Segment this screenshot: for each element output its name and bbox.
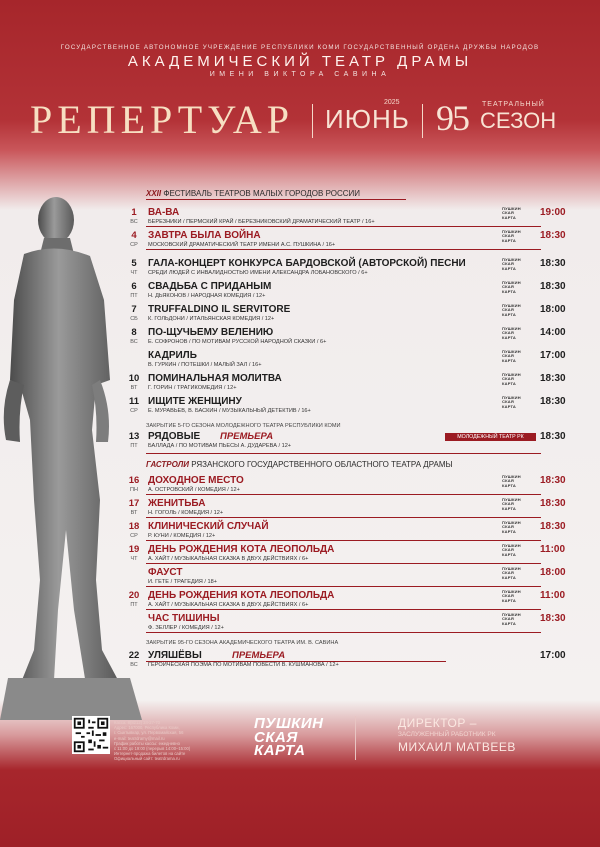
pushkin-icon-line: СКАЯ [502, 261, 514, 267]
event-title: TRUFFALDINO IL SERVITORE [148, 304, 291, 315]
pushkin-icon-line: ПУШКИН [502, 520, 521, 525]
event-day: 5 [131, 258, 137, 269]
event-day: 18 [128, 521, 140, 532]
event-weekday: ВС [130, 219, 138, 225]
pushkin-card-icon [502, 207, 521, 220]
event-title: ДЕНЬ РОЖДЕНИЯ КОТА ЛЕОПОЛЬДА [148, 590, 335, 601]
qr-code[interactable] [72, 716, 110, 754]
season-number: 95 [436, 98, 468, 138]
pushkin-icon-line: КАРТА [502, 620, 517, 626]
premiere-badge: ПРЕМЬЕРА [220, 431, 274, 442]
event-title: СВАДЬБА С ПРИДАНЫМ [148, 281, 272, 292]
pushkin-icon-line: КАРТА [502, 551, 517, 557]
pushkin-card-icon [502, 613, 521, 626]
contact-line: с 11:00 до 19:00 (перерыв 14:00–15:00) [114, 746, 191, 752]
contact-line: e-mail: teatrdramy@mail.ru [114, 735, 165, 741]
pushkin-card-icon [502, 590, 521, 603]
pushkin-icon-line: СКАЯ [502, 307, 514, 313]
director-title: ДИРЕКТОР – [398, 716, 477, 730]
theater-named-after: ИМЕНИ ВИКТОРА САВИНА [209, 71, 391, 78]
section-underline [146, 661, 446, 662]
event-title: ИЩИТЕ ЖЕНЩИНУ [148, 396, 242, 407]
season-label-small: ТЕАТРАЛЬНЫЙ [482, 101, 545, 108]
pushkin-icon-line: КАРТА [502, 597, 517, 603]
season-closing-note: ЗАКРЫТИЕ 95-ГО СЕЗОНА АКАДЕМИЧЕСКОГО ТЕАТРА ИМ. В. САВИНА [146, 640, 339, 646]
event-time: 17:00 [540, 650, 566, 661]
festival-heading [146, 189, 360, 198]
event-day: 17 [128, 498, 140, 509]
pushkin-card-logo [254, 717, 323, 758]
pushkin-card-icon [502, 304, 521, 317]
event-day: 16 [128, 475, 140, 486]
event-title: ЧАС ТИШИНЫ [148, 613, 220, 624]
theater-name: АКАДЕМИЧЕСКИЙ ТЕАТР ДРАМЫ [127, 53, 473, 70]
youth-closing-note: ЗАКРЫТИЕ 5-ГО СЕЗОНА МОЛОДЕЖНОГО ТЕАТРА РЕСПУБЛИКИ КОМИ [146, 423, 341, 429]
event-day: 13 [128, 431, 140, 442]
event-weekday: ПН [130, 487, 138, 493]
event-time: 18:30 [540, 396, 566, 407]
pushkin-icon-line: КАРТА [502, 357, 517, 363]
event-underline [146, 226, 541, 227]
pushkin-logo-line: ПУШКИН [254, 715, 324, 732]
contact-line: Касса: 8(8212) 24-27-70 [114, 720, 160, 725]
pushkin-icon-line: КАРТА [502, 334, 517, 340]
contact-line: Официальный сайт: teatrdrama.ru [114, 756, 180, 762]
event-title: ПОМИНАЛЬНАЯ МОЛИТВА [148, 373, 282, 384]
pushkin-icon-line: ПУШКИН [502, 280, 521, 285]
event-info: К. ГОЛЬДОНИ / ИТАЛЬЯНСКАЯ КОМЕДИЯ / 12+ [148, 316, 275, 322]
event-day: 19 [128, 544, 140, 555]
event-underline [146, 563, 541, 564]
pushkin-icon-line: СКАЯ [502, 478, 514, 484]
pushkin-card-icon [502, 475, 521, 488]
event-time: 18:30 [540, 475, 566, 486]
event-day: 4 [131, 230, 137, 241]
event-underline [146, 517, 541, 518]
tour-heading [146, 460, 453, 469]
pushkin-icon-line: ПУШКИН [502, 326, 521, 331]
event-title: ЖЕНИТЬБА [148, 498, 206, 509]
pushkin-icon-line: КАРТА [502, 482, 517, 488]
event-time: 11:00 [540, 544, 566, 555]
event-time: 19:00 [540, 207, 566, 218]
pushkin-icon-line: СКАЯ [502, 501, 514, 507]
pushkin-icon-line: КАРТА [502, 311, 517, 317]
event-underline [146, 249, 541, 250]
director-rank: ЗАСЛУЖЕННЫЙ РАБОТНИК РК [398, 731, 496, 738]
event-time: 11:00 [540, 590, 566, 601]
section-underline [146, 453, 541, 454]
pushkin-icon-line: ПУШКИН [502, 589, 521, 594]
pushkin-icon-line: КАРТА [502, 288, 517, 294]
pushkin-icon-line: СКАЯ [502, 524, 514, 530]
pushkin-icon-line: СКАЯ [502, 376, 514, 382]
pushkin-card-icon [502, 258, 521, 271]
event-day: 1 [131, 207, 137, 218]
event-info: Ф. ЗЕЛЛЕР / КОМЕДИЯ / 12+ [148, 625, 224, 631]
pushkin-icon-line: КАРТА [502, 574, 517, 580]
event-time: 18:30 [540, 258, 566, 269]
pushkin-icon-line: ПУШКИН [502, 395, 521, 400]
event-time: 18:00 [540, 304, 566, 315]
pushkin-icon-line: ПУШКИН [502, 612, 521, 617]
event-title: КАДРИЛЬ [148, 350, 197, 361]
event-info: БАЛЛАДА / ПО МОТИВАМ ПЬЕСЫ А. ДУДАРЕВА / 12+ [148, 443, 292, 449]
pushkin-card-icon [502, 327, 521, 340]
pushkin-icon-line: ПУШКИН [502, 566, 521, 571]
event-underline [146, 586, 541, 587]
event-title: ДОХОДНОЕ МЕСТО [148, 475, 244, 486]
event-day: 10 [128, 373, 140, 384]
event-info: В. ГУРКИН / ПОТЕШКИ / МАЛЫЙ ЗАЛ / 16+ [148, 362, 262, 368]
event-title: ГАЛА-КОНЦЕРТ КОНКУРСА БАРДОВСКОЙ (АВТОРСКОЙ) ПЕСНИ [148, 258, 466, 269]
pushkin-icon-line: ПУШКИН [502, 206, 521, 211]
event-day: 8 [131, 327, 137, 338]
contact-line: Интернет-продажа билетов на сайте [114, 751, 186, 757]
season-label: СЕЗОН [480, 108, 557, 133]
pushkin-icon-line: КАРТА [502, 403, 517, 409]
event-weekday: ПТ [130, 602, 138, 608]
pushkin-icon-line: СКАЯ [502, 570, 514, 576]
event-weekday: ПТ [130, 293, 138, 299]
pushkin-icon-line: КАРТА [502, 265, 517, 271]
tour-text: РЯЗАНСКОГО ГОСУДАРСТВЕННОГО ОБЛАСТНОГО ТЕАТРА ДРАМЫ [191, 460, 453, 469]
event-underline [146, 609, 541, 610]
pushkin-logo-line: СКАЯ [254, 728, 298, 746]
event-title: ЗАВТРА БЫЛА ВОЙНА [148, 230, 261, 241]
event-weekday: СБ [130, 316, 138, 322]
org-line: ГОСУДАРСТВЕННОЕ АВТОНОМНОЕ УЧРЕЖДЕНИЕ РЕСПУБЛИКИ КОМИ ГОСУДАРСТВЕННЫЙ ОРДЕНА ДРУЖБЫ НАРОДОВ [60, 44, 540, 51]
pushkin-icon-line: СКАЯ [502, 593, 514, 599]
pushkin-icon-line: КАРТА [502, 528, 517, 534]
pushkin-icon-line: ПУШКИН [502, 543, 521, 548]
event-weekday: ПТ [130, 443, 138, 449]
event-info: Н. ГОГОЛЬ / КОМЕДИЯ / 12+ [148, 510, 224, 516]
event-info: А. ХАЙТ / МУЗЫКАЛЬНАЯ СКАЗКА В ДВУХ ДЕЙСТВИЯХ / 6+ [148, 556, 309, 562]
event-day: 20 [128, 590, 140, 601]
festival-underline [146, 199, 406, 200]
month: ИЮНЬ [325, 104, 410, 134]
event-info: БЕРЕЗНИКИ / ПЕРМСКИЙ КРАЙ / БЕРЕЗНИКОВСКИЙ ДРАМАТИЧЕСКИЙ ТЕАТР / 16+ [148, 219, 375, 225]
event-time: 18:30 [540, 521, 566, 532]
pushkin-icon-line: КАРТА [502, 237, 517, 243]
event-title: ВА-ВА [148, 207, 180, 218]
pushkin-card-icon [502, 281, 521, 294]
event-info: Г. ГОРИН / ТРАГИКОМЕДИЯ / 12+ [148, 385, 237, 391]
pushkin-icon-line: СКАЯ [502, 616, 514, 622]
event-title: ФАУСТ [148, 567, 183, 578]
footer-divider [355, 716, 356, 760]
event-weekday: ВТ [130, 510, 138, 516]
event-time: 18:30 [540, 281, 566, 292]
year: 2025 [384, 99, 400, 106]
pushkin-card-icon [502, 567, 521, 580]
event-underline [146, 540, 541, 541]
event-weekday: СР [130, 408, 138, 414]
event-weekday: СР [130, 242, 138, 248]
pushkin-icon-line: СКАЯ [502, 353, 514, 359]
event-time: 18:30 [540, 373, 566, 384]
pushkin-card-icon [502, 230, 521, 243]
event-info: Е. МУРАВЬЕВ, В. БАСКИН / МУЗЫКАЛЬНЫЙ ДЕТЕКТИВ / 16+ [148, 408, 311, 414]
event-weekday: ВТ [130, 385, 138, 391]
pushkin-card-icon [502, 544, 521, 557]
event-weekday: ВС [130, 339, 138, 345]
event-info: А. ХАЙТ / МУЗЫКАЛЬНАЯ СКАЗКА В ДВУХ ДЕЙСТВИЯХ / 6+ [148, 602, 309, 608]
event-info: МОСКОВСКИЙ ДРАМАТИЧЕСКИЙ ТЕАТР ИМЕНИ А.С. ПУШКИНА / 16+ [148, 242, 336, 248]
contact-line: График работы кассы: ежедневно [114, 740, 180, 746]
pushkin-icon-line: ПУШКИН [502, 229, 521, 234]
pushkin-logo-line: КАРТА [254, 742, 306, 759]
event-info: И. ГЕТЕ / ТРАГЕДИЯ / 18+ [148, 579, 217, 585]
event-time: 14:00 [540, 327, 566, 338]
event-title: ДЕНЬ РОЖДЕНИЯ КОТА ЛЕОПОЛЬДА [148, 544, 335, 555]
pushkin-card-icon [502, 396, 521, 409]
pushkin-icon-line: ПУШКИН [502, 349, 521, 354]
event-time: 17:00 [540, 350, 566, 361]
divider [312, 104, 313, 138]
tour-label: ГАСТРОЛИ [146, 460, 189, 469]
event-time: 18:30 [540, 431, 566, 442]
youth-theatre-badge: МОЛОДЕЖНЫЙ ТЕАТР РК [445, 433, 536, 441]
contacts-block [114, 720, 190, 762]
pushkin-icon-line: СКАЯ [502, 399, 514, 405]
director-name: МИХАИЛ МАТВЕЕВ [398, 740, 516, 754]
event-title: ПО-ЩУЧЬЕМУ ВЕЛЕНИЮ [148, 327, 274, 338]
pushkin-icon-line: ПУШКИН [502, 474, 521, 479]
pushkin-card-icon [502, 350, 521, 363]
pushkin-icon-line: ПУШКИН [502, 372, 521, 377]
event-time: 18:30 [540, 230, 566, 241]
event-info: ГЕРОИЧЕСКАЯ ПОЭМА ПО МОТИВАМ ПОВЕСТИ В. КУШМАНОВА / 12+ [148, 662, 339, 668]
event-weekday: СР [130, 533, 138, 539]
event-info: Н. ДЬЯКОНОВ / НАРОДНАЯ КОМЕДИЯ / 12+ [148, 293, 266, 299]
event-time: 18:30 [540, 613, 566, 624]
event-underline [146, 494, 541, 495]
repertoire-title: РЕПЕРТУАР [30, 97, 294, 142]
pushkin-icon-line: ПУШКИН [502, 303, 521, 308]
festival-text: ФЕСТИВАЛЬ ТЕАТРОВ МАЛЫХ ГОРОДОВ РОССИИ [163, 189, 361, 198]
event-title: КЛИНИЧЕСКИЙ СЛУЧАЙ [148, 521, 269, 532]
event-info: СРЕДИ ЛЮДЕЙ С ИНВАЛИДНОСТЬЮ ИМЕНИ АЛЕКСАНДРА ЛОБАНОВСКОГО / 6+ [148, 270, 368, 276]
pushkin-card-icon [502, 521, 521, 534]
pushkin-icon-line: СКАЯ [502, 547, 514, 553]
event-info: Р. КУНИ / КОМЕДИЯ / 12+ [148, 533, 216, 539]
pushkin-icon-line: КАРТА [502, 214, 517, 220]
event-day: 22 [128, 650, 140, 661]
event-weekday: ЧТ [130, 556, 138, 562]
pushkin-icon-line: СКАЯ [502, 330, 514, 336]
contact-line: г. Сыктывкар, ул. Первомайская, 56 [114, 730, 184, 736]
premiere-badge: ПРЕМЬЕРА [232, 650, 286, 661]
pushkin-icon-line: СКАЯ [502, 233, 514, 239]
event-weekday: ВС [130, 662, 138, 668]
event-title: РЯДОВЫЕ [148, 431, 201, 442]
event-time: 18:30 [540, 498, 566, 509]
pushkin-card-icon [502, 373, 521, 386]
event-weekday: ЧТ [130, 270, 138, 276]
event-title: УЛЯШЁВЫ [148, 650, 202, 661]
contact-line: Адрес: 167000, Республика Коми, [114, 725, 180, 731]
pushkin-icon-line: СКАЯ [502, 284, 514, 290]
event-day: 7 [131, 304, 137, 315]
divider [422, 104, 423, 138]
event-day: 6 [131, 281, 137, 292]
pushkin-icon-line: ПУШКИН [502, 257, 521, 262]
event-info: А. ОСТРОВСКИЙ / КОМЕДИЯ / 12+ [148, 487, 240, 493]
pushkin-icon-line: КАРТА [502, 505, 517, 511]
event-time: 18:00 [540, 567, 566, 578]
event-day: 11 [128, 396, 140, 407]
pushkin-card-icon [502, 498, 521, 511]
pushkin-icon-line: КАРТА [502, 380, 517, 386]
pushkin-icon-line: ПУШКИН [502, 497, 521, 502]
event-info: Е. СОФРОНОВ / ПО МОТИВАМ РУССКОЙ НАРОДНОЙ СКАЗКИ / 6+ [148, 339, 327, 345]
pushkin-icon-line: СКАЯ [502, 210, 514, 216]
event-underline [146, 632, 541, 633]
festival-number: XXII [146, 189, 162, 198]
